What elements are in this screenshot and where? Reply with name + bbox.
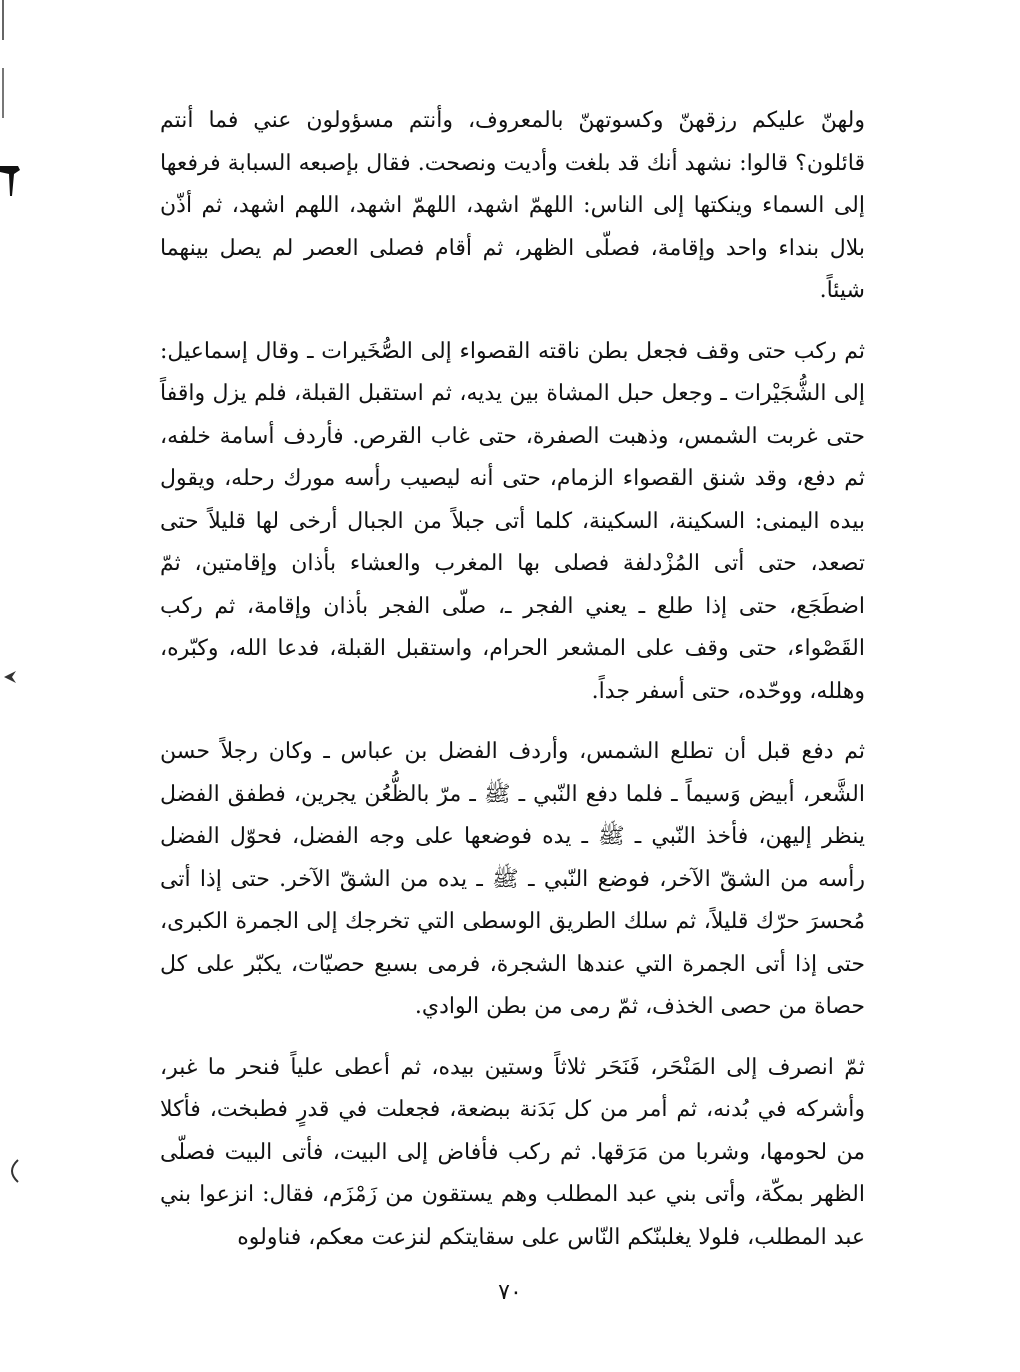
main-text bbox=[160, 100, 865, 1277]
paragraph-1: ولهنّ عليكم رزقهنّ وكسوتهنّ بالمعروف، وأنتم مسؤولون عني فما أنتم قائلون؟ قالوا: نشهد أنك قد بلغت وأديت ونصحت. فقال بإصبعه السبابة فرفعها إلى السماء وينكتها إلى الناس: اللهمّ اشهد، اللهمّ اشهد، اللهم اشهد، ثم أذّن بلال بنداء واحد وإقامة، فصلّى الظهر، ثم أقام فصلى العصر لم يصل بينهما شيئاً. bbox=[160, 108, 865, 303]
scan-edge-mark-top bbox=[2, 0, 4, 40]
scan-edge-mark-upper bbox=[2, 68, 4, 118]
scan-edge-bracket-mark bbox=[2, 1158, 22, 1184]
paragraph-4: ثمّ انصرف إلى المَنْحَر، فَنَحَر ثلاثاً وستين بيده، ثم أعطى علياً فنحر ما غبر، وأشركه في بُدنه، ثم أمر من كل بَدَنة ببضعة، فجعلت في قدرٍ فطبخت، فأكلا من لحومها، وشربا من مَرَقها. ثم ركب فأفاض إلى البيت، فأتى البيت فصلّى الظهر بمكّة، وأتى بني عبد المطلب وهم يستقون من زَمْزَم، فقال: انزعوا بني عبد المطلب، فلولا يغلبنّكم النّاس على سقايتكم لنزعت معكم، فناولوه bbox=[160, 1054, 865, 1250]
paragraph-2: ثم ركب حتى وقف فجعل بطن ناقته القصواء إلى الصُّخَيرات ـ وقال إسماعيل: إلى الشُّجَيْرات ـ وجعل حبل المشاة بين يديه، ثم استقبل القبلة، فلم يزل واقفاً حتى غربت الشمس، وذهبت الصفرة، حتى غاب القرص. فأردف أسامة خلفه، ثم دفع، وقد شنق القصواء الزمام، حتى أنه ليصيب رأسه مورك رحله، ويقول بيده اليمنى: السكينة، السكينة، كلما أتى جبلاً من الجبال أرخى لها قليلاً حتى تصعد، حتى أتى المُزْدلفة فصلى بها المغرب والعشاء بأذان وإقامتين، ثمّ اضطَجَع، حتى إذا طلع ـ يعني الفجر ـ، صلّى الفجر بأذان وإقامة، ثم ركب القَصْواء، حتى وقف على المشعر الحرام، واستقبل القبلة، فدعا الله، وكبّره، وهلله، ووحّده، حتى أسفر جداً. bbox=[160, 338, 865, 704]
paragraph-3: ثم دفع قبل أن تطلع الشمس، وأردف الفضل بن عباس ـ وكان رجلاً حسن الشَّعر، أبيض وَسيماً ـ فلما دفع النّبي ـ ﷺ ـ مرّ بالظُّعُن يجرين، فطفق الفضل ينظر إليهن، فأخذ النّبي ـ ﷺ ـ يده فوضعها على وجه الفضل، فحوّل الفضل رأسه من الشقّ الآخر، فوضع النّبي ـ ﷺ ـ يده من الشقّ الآخر. حتى إذا أتى مُحسرَ حرّك قليلاً، ثم سلك الطريق الوسطى التي تخرجك إلى الجمرة الكبرى، حتى إذا أتى الجمرة التي عندها الشجرة، فرمى بسبع حصيّات، يكبّر على كل حصاة من حصى الخذف، ثمّ رمى من بطن الوادي. bbox=[160, 739, 865, 1019]
scan-edge-arrow-mark bbox=[2, 668, 20, 686]
scan-edge-hook-mark bbox=[0, 160, 22, 200]
page-number: ٧٠ bbox=[498, 1280, 522, 1305]
